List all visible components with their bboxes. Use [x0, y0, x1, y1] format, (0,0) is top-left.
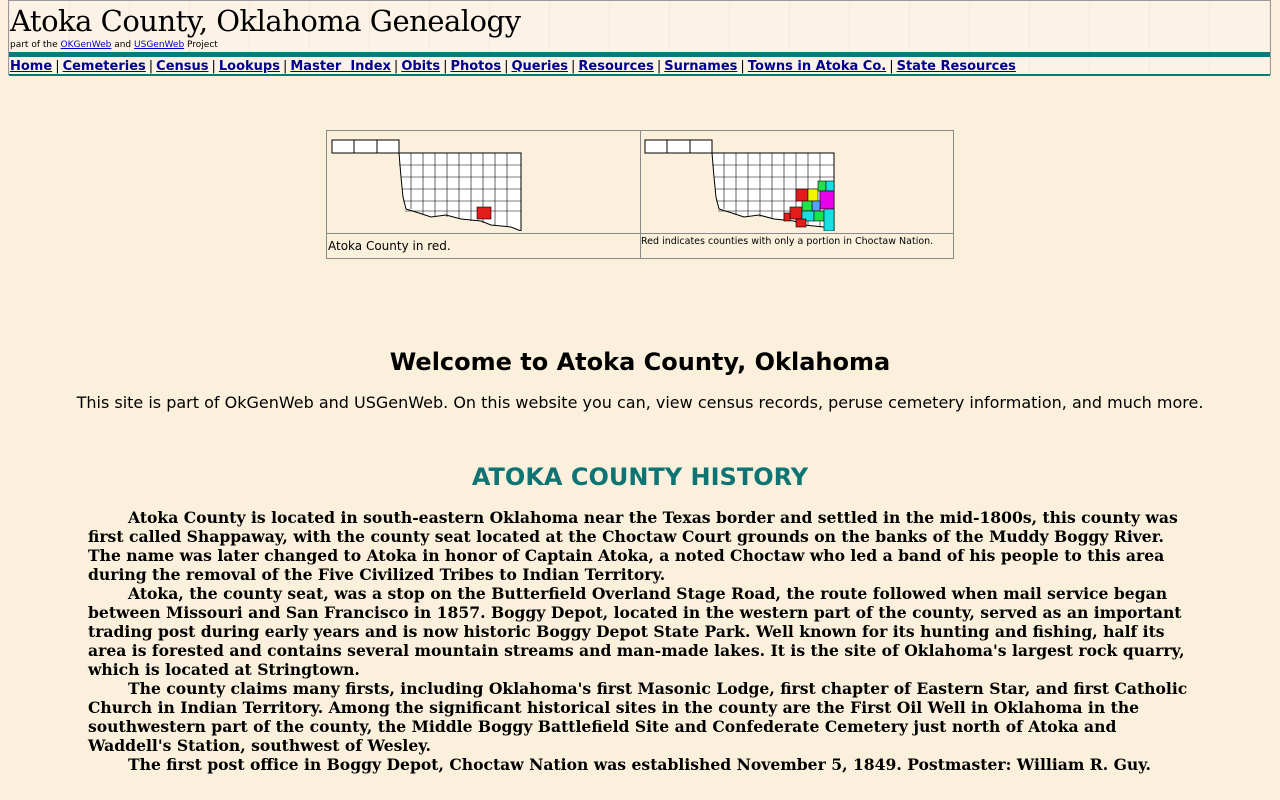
nav-towns[interactable]: Towns in Atoka Co. — [747, 59, 887, 74]
nav-queries[interactable]: Queries — [511, 59, 569, 74]
intro-text: This site is part of OkGenWeb and USGenWeb. On this website you can, view census records, peruse cemetery information, and much more. — [76, 393, 1204, 412]
history-paragraph: Atoka, the county seat, was a stop on the Butterfield Overland Stage Road, the route followed when mail service began between Missouri and San Francisco in 1857. Boggy Depot, located in the western part of the county, served as an important trading post during early years and is now historic Boggy Depot State Park. Well known for its hunting and fishing, half its area is forested and contains several mountain streams and man-made lakes. It is the site of Oklahoma's largest rock quarry, which is located at Stringtown. — [88, 584, 1185, 679]
nav-obits[interactable]: Obits — [401, 59, 441, 74]
site-header — [8, 0, 1271, 75]
nav-lookups[interactable]: Lookups — [218, 59, 280, 74]
history-heading: ATOKA COUNTY HISTORY — [471, 463, 809, 491]
history-paragraph: The first post office in Boggy Depot, Choctaw Nation was established November 5, 1849. Postmaster: William R. Guy. — [128, 755, 1151, 774]
nav-separator: | — [148, 59, 154, 74]
okgenweb-link[interactable]: OKGenWeb — [60, 40, 112, 50]
oklahoma-map-atoka — [331, 137, 531, 231]
history-text — [88, 508, 1192, 774]
nav-separator: | — [282, 59, 288, 74]
nav-separator: | — [443, 59, 448, 74]
nav-underline — [9, 74, 1270, 76]
nav-separator: | — [571, 59, 576, 74]
nav-separator: | — [656, 59, 662, 74]
site-title: Atoka County, Oklahoma Genealogy — [10, 4, 521, 38]
nav-separator: | — [889, 59, 894, 74]
nav-surnames[interactable]: Surnames — [664, 59, 738, 74]
header-divider — [9, 52, 1270, 57]
history-paragraph: The county claims many firsts, including Oklahoma's first Masonic Lodge, first chapter of Eastern Star, and first Catholic Church in Indian Territory. Among the significant historical sites in the county are the First Oil Well in Oklahoma in the southwestern part of the county, the Middle Boggy Battlefield Site and Confederate Cemetery just north of Atoka and Waddell's Station, southwest of Wesley. — [88, 679, 1188, 755]
history-paragraph: Atoka County is located in south-eastern Oklahoma near the Texas border and settled in the mid-1800s, this county was first called Shappaway, with the county seat located at the Choctaw Court grounds on the banks of the Muddy Boggy River. The name was later changed to Atoka in honor of Captain Atoka, a noted Choctaw who led a band of his people to this area during the removal of the Five Civilized Tribes to Indian Territory. — [88, 508, 1178, 584]
choctaw-nation-map — [640, 131, 954, 234]
usgenweb-link[interactable]: USGenWeb — [134, 40, 185, 50]
nav-cemeteries[interactable]: Cemeteries — [62, 59, 146, 74]
nav-resources[interactable]: Resources — [578, 59, 654, 74]
nav-separator: | — [504, 59, 509, 74]
nav-master-index[interactable]: Master Index — [290, 59, 391, 74]
atoka-county-map — [327, 131, 641, 234]
nav-home[interactable]: Home — [10, 59, 53, 74]
map-caption-choctaw: Red indicates counties with only a portion in Choctaw Nation. — [641, 236, 934, 247]
subline-and: and — [114, 40, 132, 50]
nav-separator: | — [55, 59, 60, 74]
subline-suffix: Project — [187, 40, 218, 50]
nav-separator: | — [211, 59, 216, 74]
nav-census[interactable]: Census — [156, 59, 209, 74]
header-subline — [10, 39, 218, 51]
map-caption-atoka: Atoka County in red. — [327, 234, 641, 259]
maps-table — [326, 130, 954, 259]
nav-separator: | — [740, 59, 745, 74]
nav-photos[interactable]: Photos — [450, 59, 502, 74]
welcome-heading: Welcome to Atoka County, Oklahoma — [389, 348, 891, 376]
nav-state-resources[interactable]: State Resources — [896, 59, 1016, 74]
oklahoma-map-choctaw — [644, 137, 844, 231]
nav-separator: | — [393, 59, 399, 74]
subline-prefix: part of the — [10, 40, 58, 50]
